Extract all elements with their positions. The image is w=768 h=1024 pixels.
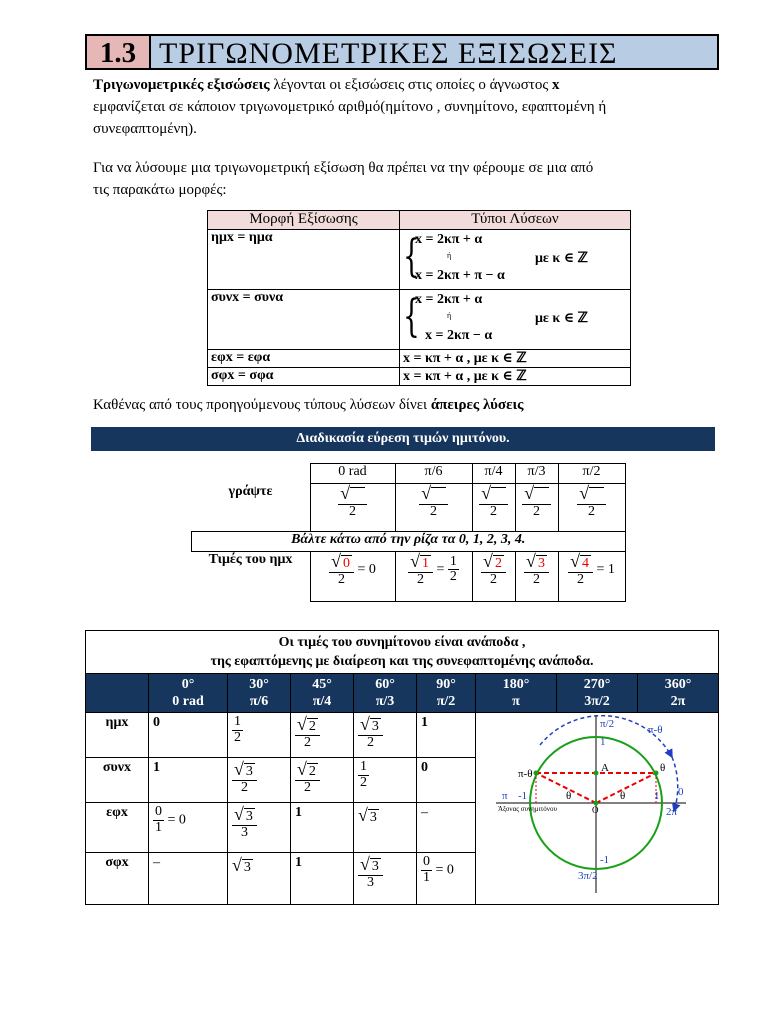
cos-line2: x = 2κπ − α — [425, 328, 493, 343]
sin-line2: x = 2κπ + π − α — [415, 268, 505, 283]
row-cot: σφx — [86, 853, 149, 905]
form-cot: σφx = σφα — [208, 368, 400, 386]
solutions-table — [207, 210, 631, 386]
blank-root-2: $\frac{√}{2}$ — [472, 484, 515, 532]
caption-line1: Οι τιμές του συνημίτονου είναι ανάποδα , — [278, 635, 526, 650]
values-label: Τιμές του ημx — [208, 552, 293, 567]
trig-values-table: Οι τιμές του συνημίτονου είναι ανάποδα , της εφαπτόμενης με διαίρεση και της συνεφαπτομένης ανάποδα. 0° 0 rad 30° π/6 45° π/4 60° π/3 90° π/2 180° π 270° 3π/2 360° 2π ημx 0 $\frac{1}{2}$ $\frac{√ 2}{2}$ $\frac{√ 3}{2}$ 1 π/2 1 π-θ π-θ θ Α π -1 θ θ 1 0 2π -1 3π/2 Ο Άξονας συνημιτόνου συνx 1 $\frac{√ 3}{2}$ $\frac{√ 2}{2}$ $\frac{1}{2}$ 0 εφx $\frac{0}{1}$ = 0 $\frac{√ 3}{3}$ 1 √ 3 – σφx – √ 3 1 $\frac{√ 3}{3}$ $\frac{0}{1}$ = 0 — [85, 630, 719, 905]
deg-90: 90° — [436, 677, 456, 692]
unit-circle-cell — [476, 713, 719, 905]
sine-procedure-banner: Διαδικασία εύρεση τιμών ημιτόνου. — [91, 427, 715, 451]
label-three-pi-2: 3π/2 — [578, 870, 598, 882]
label-minus-one: -1 — [518, 790, 528, 802]
intro-variable: x — [552, 77, 560, 93]
deg-60: 60° — [375, 677, 395, 692]
sin-line1: x = 2κπ + α — [415, 232, 483, 247]
solution-cos: { x = 2κπ + α ή x = 2κπ − α με κ ∈ ℤ — [400, 290, 631, 350]
caption-line2: της εφαπτόμενης με διαίρεση και της συνεφαπτομένης ανάποδα. — [210, 654, 594, 669]
radius-right — [596, 773, 656, 803]
row-cos: συνx — [86, 758, 149, 803]
rad-360: 2π — [670, 694, 686, 709]
label-one-top: 1 — [600, 736, 606, 748]
label-theta-right: θ — [660, 762, 666, 774]
value-pi3: $\frac{√ 3}{2}$ — [515, 552, 558, 602]
rad-45: π/4 — [312, 694, 332, 709]
solution-cot: x = κπ + α , με κ ∈ ℤ — [400, 368, 631, 386]
angle-pi3: π/3 — [515, 464, 558, 484]
label-theta-2: θ — [620, 790, 626, 802]
value-pi2: $\frac{√ 4}{2}$ = 1 — [558, 552, 625, 602]
value-0: $\frac{√ 0}{2}$ = 0 — [310, 552, 395, 602]
sin-condition: με κ ∈ ℤ — [535, 251, 588, 266]
intro-line3: συνεφαπτομένη). — [93, 121, 197, 137]
value-pi4: $\frac{√ 2}{2}$ — [472, 552, 515, 602]
label-pi-minus-theta-top: π-θ — [648, 724, 663, 736]
sin-or: ή — [447, 251, 452, 260]
label-zero: 0 — [678, 786, 684, 798]
intro-line2: εμφανίζεται σε κάποιον τριγωνομετρικό αριθμό(ημίτονο , συνημίτονο, εφαπτομένη ή — [93, 99, 607, 115]
blank-root-0: $\frac{√}{2}$ — [310, 484, 395, 532]
label-one-right: 1 — [654, 790, 660, 802]
row-sin: ημx — [86, 713, 149, 758]
deg-0: 0° — [181, 677, 195, 692]
deg-45: 45° — [312, 677, 332, 692]
second-paragraph — [93, 157, 723, 201]
deg-360: 360° — [664, 677, 692, 692]
note-text: Καθένας από τους προηγούμενους τύπους λύσεων δίνει — [93, 397, 431, 413]
angle-pi4: π/4 — [472, 464, 515, 484]
blank-root-3: $\frac{√}{2}$ — [515, 484, 558, 532]
para2-line2: τις παρακάτω μορφές: — [93, 182, 227, 198]
solution-tan: x = κπ + α , με κ ∈ ℤ — [400, 350, 631, 368]
solution-sin: { x = 2κπ + α ή x = 2κπ + π − α με κ ∈ ℤ — [400, 230, 631, 290]
header-solutions: Τύποι Λύσεων — [400, 211, 631, 230]
form-sin: ημx = ημα — [208, 230, 400, 290]
label-origin: Ο — [592, 805, 599, 815]
rad-180: π — [512, 694, 520, 709]
intro-text: λέγονται οι εξισώσεις στις οποίες ο άγνωστος — [269, 77, 553, 93]
rad-270: 3π/2 — [584, 694, 610, 709]
label-pi-left: π — [502, 790, 508, 802]
rad-90: π/2 — [436, 694, 456, 709]
angle-pi2: π/2 — [558, 464, 625, 484]
cos-or: ή — [447, 311, 452, 320]
values-caption — [86, 631, 719, 674]
unit-circle-diagram — [496, 715, 726, 895]
blank-root-1: $\frac{√}{2}$ — [395, 484, 472, 532]
value-pi6: $\frac{√ 1}{2}$ = $\frac{1}{2}$ — [395, 552, 472, 602]
cos-line1: x = 2κπ + α — [415, 292, 483, 307]
page-title: ΤΡΙΓΩΝΟΜΕΤΡΙΚΕΣ ΕΞΙΣΩΣΕΙΣ — [159, 37, 618, 70]
label-two-pi: 2π — [666, 806, 678, 818]
deg-270: 270° — [583, 677, 611, 692]
label-pi-2: π/2 — [600, 718, 615, 730]
deg-180: 180° — [502, 677, 530, 692]
header-form: Μορφή Εξίσωσης — [208, 211, 400, 230]
angle-0: 0 rad — [310, 464, 395, 484]
title-box — [85, 34, 719, 70]
row-tan: εφx — [86, 803, 149, 853]
angle-pi6: π/6 — [395, 464, 472, 484]
intro-bold-term: Τριγωνομετρικές εξισώσεις — [93, 77, 270, 93]
cos-condition: με κ ∈ ℤ — [535, 311, 588, 326]
para2-line1: Για να λύσουμε μια τριγωνομετρική εξίσωση θα πρέπει να την φέρουμε σε μια από — [93, 160, 594, 176]
form-tan: εφx = εφα — [208, 350, 400, 368]
section-number: 1.3 — [87, 36, 151, 68]
note-line — [93, 394, 723, 416]
instruction-row: Βάλτε κάτω από την ρίζα τα 0, 1, 2, 3, 4. — [192, 532, 626, 552]
label-minus-one-bottom: -1 — [600, 854, 610, 866]
form-cos: συνx = συνα — [208, 290, 400, 350]
deg-30: 30° — [249, 677, 269, 692]
intro-paragraph — [93, 74, 723, 140]
rad-60: π/3 — [375, 694, 395, 709]
label-pi-minus-theta-left: π-θ — [518, 768, 533, 780]
label-alpha: Α — [601, 762, 609, 774]
label-cos-axis: Άξονας συνημιτόνου — [498, 805, 557, 813]
blank-root-4: $\frac{√}{2}$ — [558, 484, 625, 532]
sine-procedure-table — [191, 463, 626, 602]
rad-30: π/6 — [249, 694, 269, 709]
write-label: γράψτε — [228, 483, 273, 499]
rad-0: 0 rad — [172, 694, 204, 709]
label-theta-1: θ — [566, 790, 572, 802]
note-bold: άπειρες λύσεις — [430, 397, 524, 413]
